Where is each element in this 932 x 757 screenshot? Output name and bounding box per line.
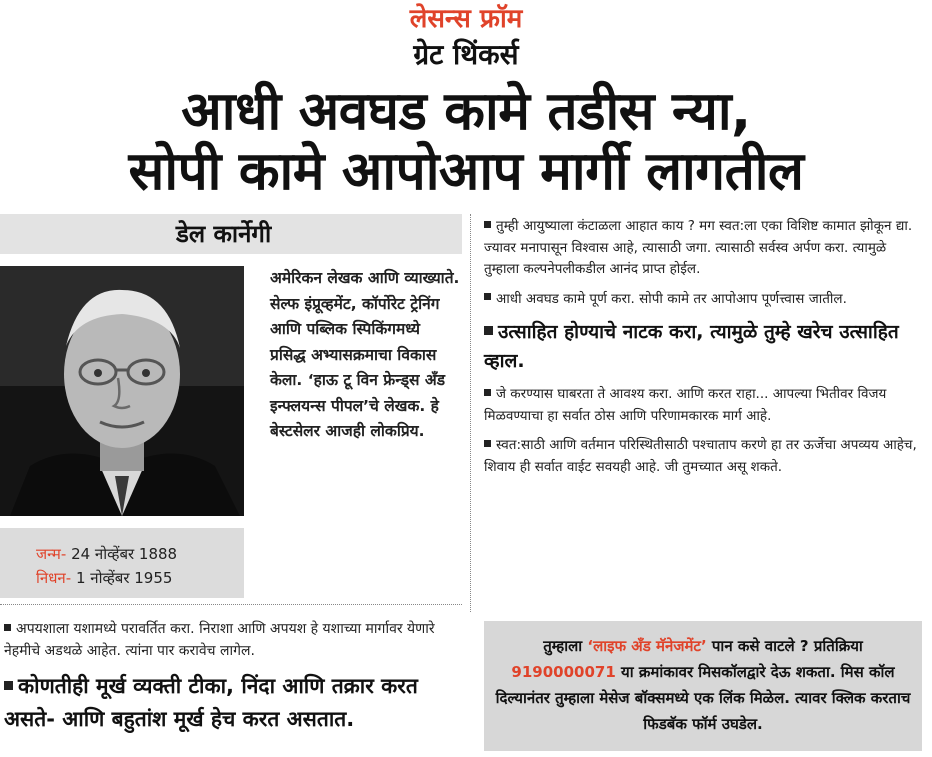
headline-line2: सोपी कामे आपोआप मार्गी लागतील <box>128 141 804 202</box>
section-divider <box>0 604 462 605</box>
portrait-photo <box>0 266 244 516</box>
series-title-line2: ग्रेट थिंकर्स <box>413 38 519 71</box>
feedback-box <box>484 621 922 751</box>
bullet-icon <box>484 389 491 396</box>
bullet-icon <box>484 221 491 228</box>
quote-text: अपयशाला यशामध्ये परावर्तित करा. निराशा आणि अपयश हे यशाच्या मार्गावर येणारे नेहमीचे अडथळे आहेत. त्यांना पार करावेच लागेल. <box>4 621 435 659</box>
born-label: जन्म- <box>36 545 67 563</box>
feedback-phone-number: 9190000071 <box>511 663 616 681</box>
quote-paragraph <box>484 435 924 478</box>
quote-text: जे करण्यास घाबरता ते आवश्य करा. आणि करत राहा... आपल्या भितीवर विजय मिळवण्याचा हा सर्वात ठोस आणि परिणामकारक मार्ग आहे. <box>484 386 887 424</box>
feedback-text-1: तुम्हाला <box>543 637 588 655</box>
born-row <box>36 542 244 566</box>
life-dates <box>0 528 244 598</box>
feedback-text-2: पान कसे वाटले ? प्रतिक्रिया <box>706 637 863 655</box>
quote-text: तुम्ही आयुष्याला कंटाळला आहात काय ? मग स्वत:ला एका विशिष्ट कामात झोकून द्या. ज्यावर मनापासून विश्वास आहे, त्यासाठी जगा. त्यासाठी सर्वस्व अर्पण करा. त्यामुळे तुम्हाला कल्पनेपलीकडील आनंद प्राप्त होईल. <box>484 218 913 277</box>
profile-bio: अमेरिकन लेखक आणि व्याख्याते. सेल्फ इंप्रूव्हमेंट, कॉर्पोरेट ट्रेनिंग आणि पब्लिक स्पिकिंगमध्ये प्रसिद्ध अभ्यासक्रमाचा विकास केला. ‘हाऊ टू विन फ्रेन्ड्स अँड इन्फ्लयन्स पीपल’चे लेखक. हे बेस्टसेलर आजही लोकप्रिय. <box>270 269 460 440</box>
column-divider <box>470 214 471 612</box>
quote-text: स्वत:साठी आणि वर्तमान परिस्थितीसाठी पश्चाताप करणे हा तर ऊर्जेचा अपव्यय आहेच, शिवाय ही सर्वात वाईट सवयही आहे. जी तुमच्यात असू शकते. <box>484 437 917 475</box>
died-row <box>36 566 244 590</box>
quotes-bottom-left <box>4 618 466 744</box>
quote-text: आधी अवघड कामे पूर्ण करा. सोपी कामे तर आपोआप पूर्णत्त्वास जातील. <box>496 290 847 307</box>
bullet-icon <box>484 293 491 300</box>
born-value: 24 नोव्हेंबर 1888 <box>71 545 178 563</box>
quote-paragraph-highlight <box>484 318 924 376</box>
quote-paragraph <box>484 216 924 281</box>
bullet-icon <box>484 440 491 447</box>
quote-text: कोणतीही मूर्ख व्यक्ती टीका, निंदा आणि तक्रार करत असते- आणि बहुतांश मूर्ख हेच करत असतात. <box>4 674 418 731</box>
died-value: 1 नोव्हेंबर 1955 <box>75 569 173 587</box>
quote-paragraph <box>484 384 924 427</box>
feedback-text-3: या क्रमांकावर मिसकॉलद्वारे देऊ शकता. मिस कॉल दिल्यानंतर तुम्हाला मेसेज बॉक्समध्ये एक लिंक मिळेल. त्यावर क्लिक करताच फिडबॅक फॉर्म उघडेल. <box>495 663 911 733</box>
profile-name: डेल कार्नेगी <box>0 214 462 254</box>
quotes-right-column <box>484 216 924 486</box>
quote-paragraph-highlight <box>4 670 466 736</box>
series-title-line1: लेसन्स फ्रॉम <box>409 4 523 34</box>
bullet-icon <box>4 624 11 631</box>
bullet-icon <box>4 681 13 690</box>
quote-paragraph <box>484 289 924 311</box>
died-label: निधन- <box>36 569 72 587</box>
feedback-column-name: ‘लाइफ अँड मॅनेजमेंट’ <box>587 637 707 655</box>
quote-paragraph <box>4 618 466 662</box>
headline <box>0 82 932 202</box>
headline-line1: आधी अवघड कामे तडीस न्या, <box>181 81 751 142</box>
quote-text: उत्साहित होण्याचे नाटक करा, त्यामुळे तुम्हे खरेच उत्साहित व्हाल. <box>484 321 899 372</box>
bullet-icon <box>484 326 493 335</box>
